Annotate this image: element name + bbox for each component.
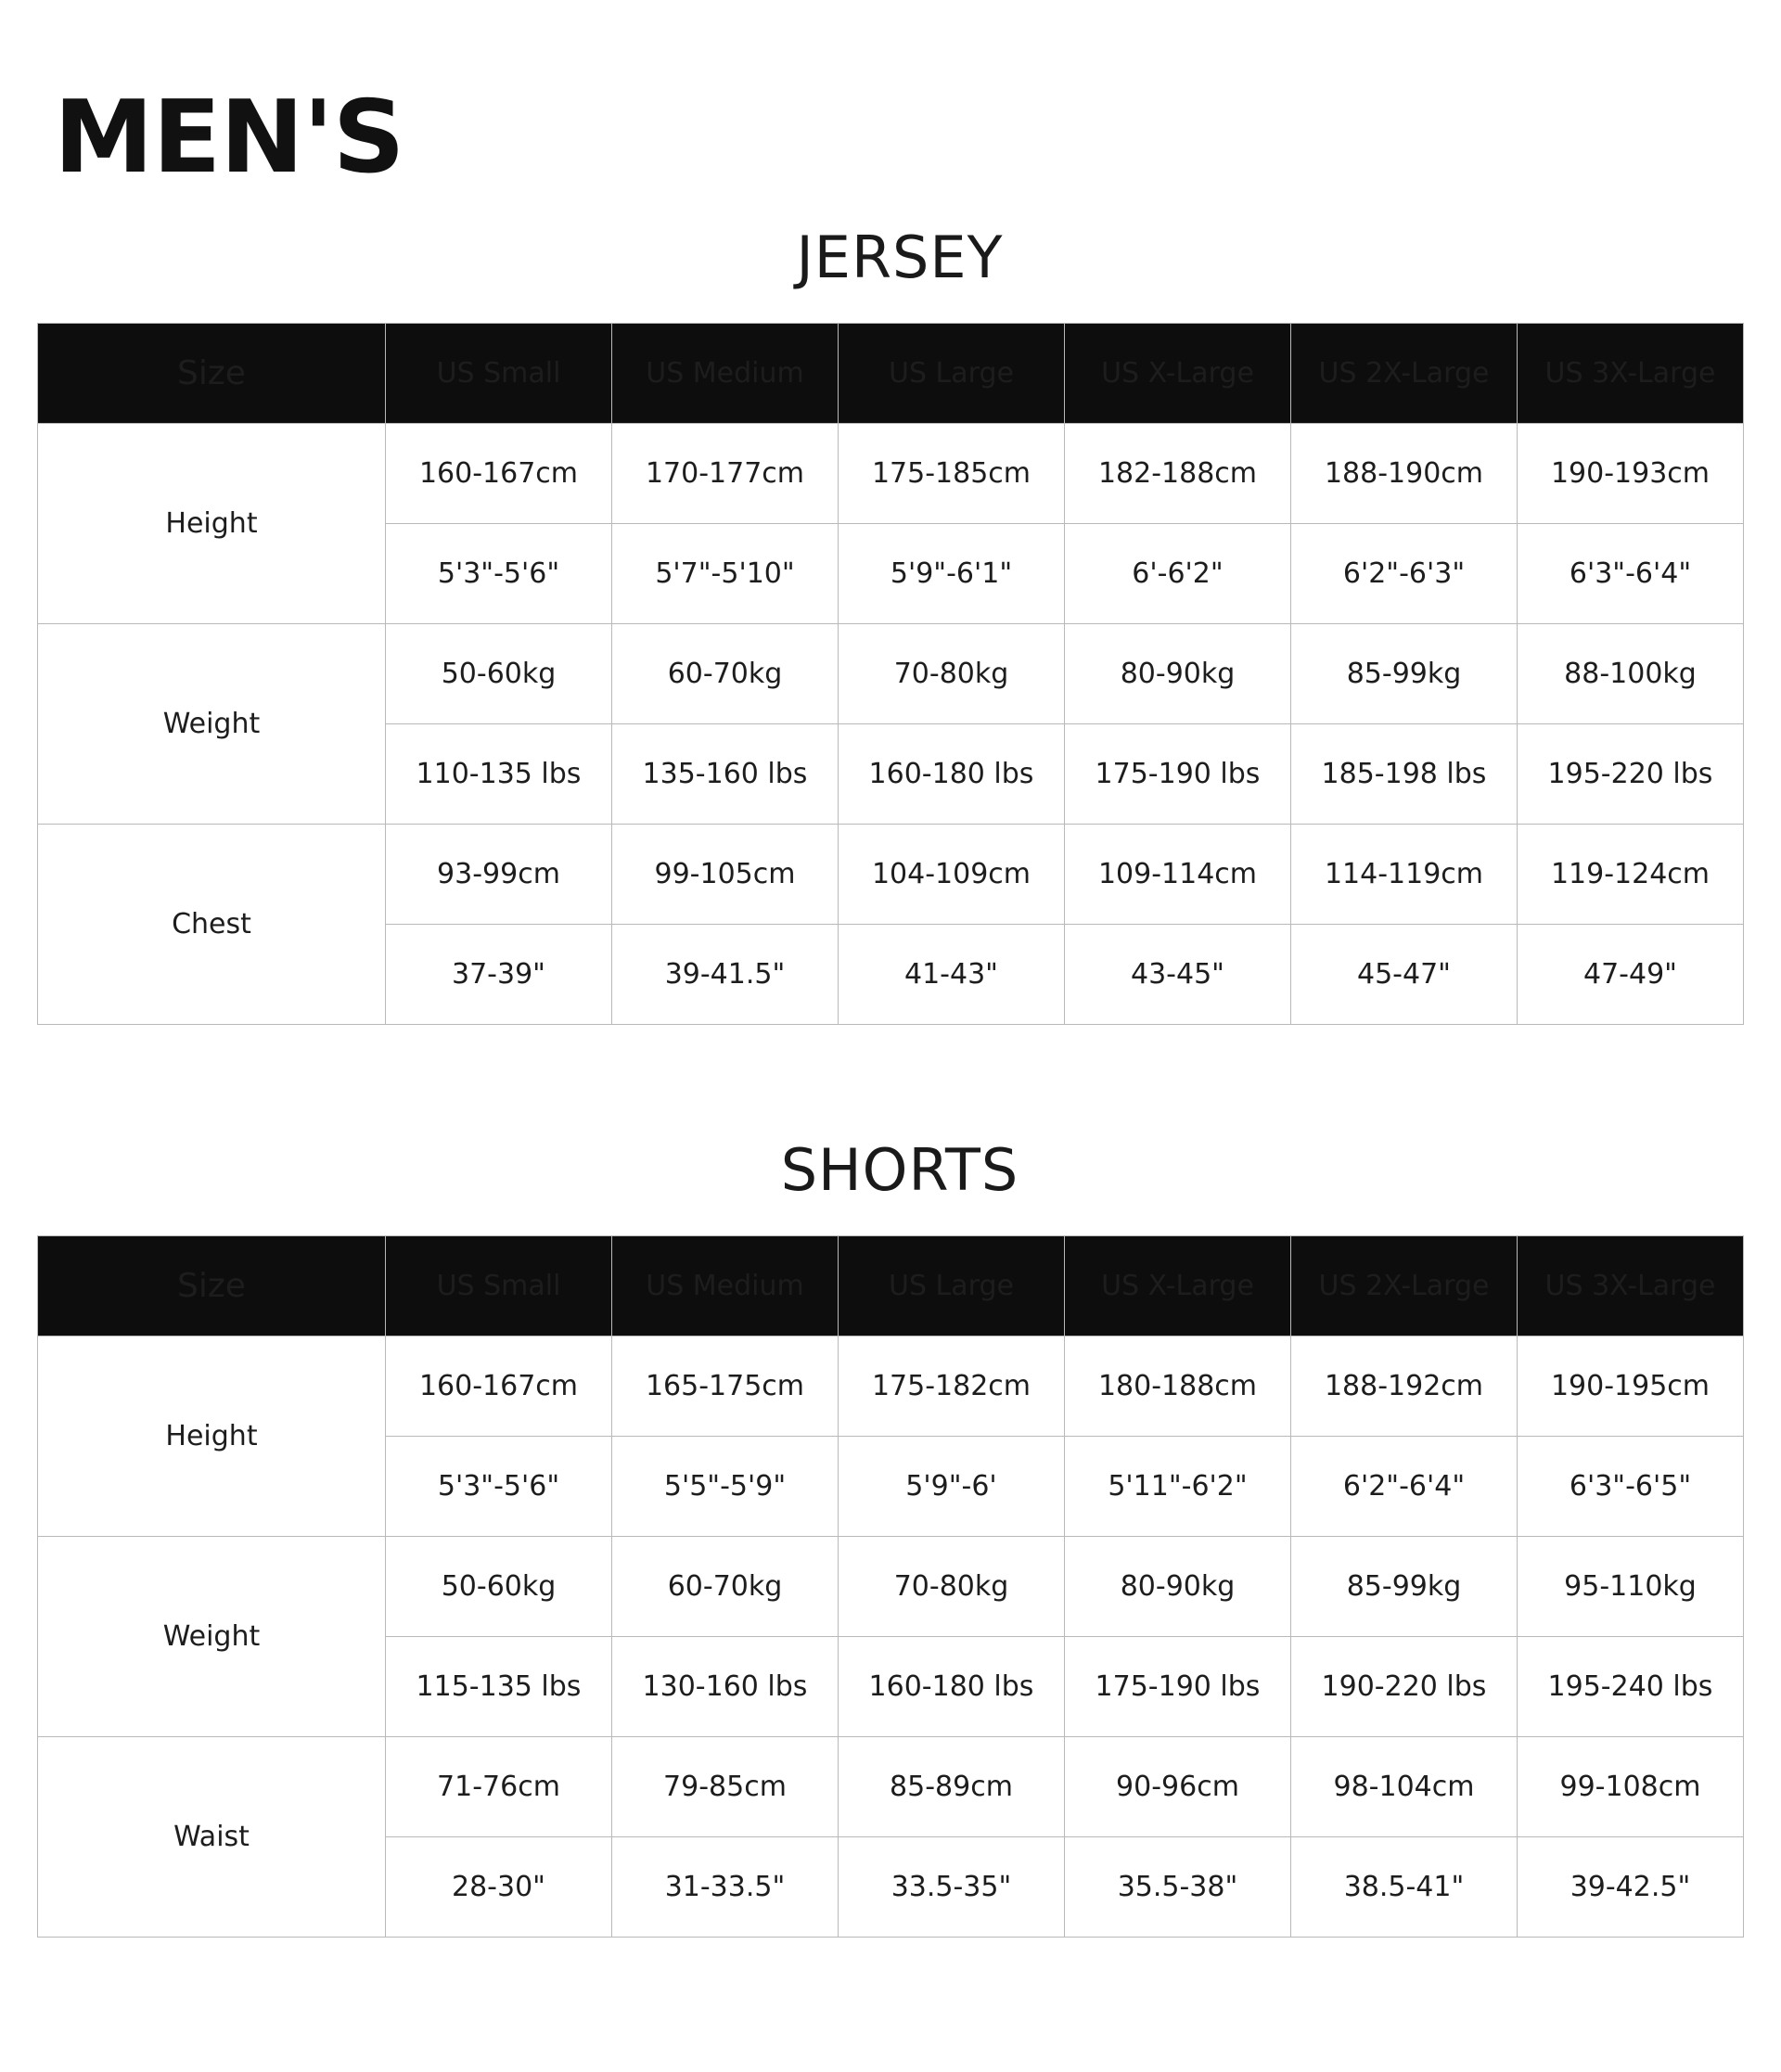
table-row [38,1737,1744,1837]
column-header-us-small: US Small [386,324,612,424]
cell: 175-185cm [839,424,1065,524]
cell: 104-109cm [839,825,1065,925]
cell: 60-70kg [612,1537,839,1637]
table-header-row [38,324,1744,424]
table-body-jersey [38,424,1744,1025]
table-header-jersey [38,324,1744,424]
row-label-chest: Chest [38,825,386,1025]
cell: 188-190cm [1291,424,1518,524]
cell: 5'9"-6' [839,1437,1065,1537]
cell: 175-182cm [839,1337,1065,1437]
row-label-waist: Waist [38,1737,386,1938]
cell: 114-119cm [1291,825,1518,925]
cell: 165-175cm [612,1337,839,1437]
cell: 99-108cm [1518,1737,1744,1837]
column-header-us-2xlarge: US 2X-Large [1291,1236,1518,1337]
cell: 170-177cm [612,424,839,524]
column-header-us-medium: US Medium [612,1236,839,1337]
cell: 80-90kg [1065,624,1291,724]
cell: 45-47" [1291,925,1518,1025]
cell: 95-110kg [1518,1537,1744,1637]
row-label-height: Height [38,424,386,624]
cell: 160-167cm [386,424,612,524]
cell: 47-49" [1518,925,1744,1025]
column-header-us-small: US Small [386,1236,612,1337]
cell: 70-80kg [839,1537,1065,1637]
cell: 85-89cm [839,1737,1065,1837]
cell: 188-192cm [1291,1337,1518,1437]
cell: 110-135 lbs [386,724,612,825]
cell: 85-99kg [1291,1537,1518,1637]
table-header-row [38,1236,1744,1337]
cell: 160-180 lbs [839,1637,1065,1737]
section-shorts [28,1136,1753,1938]
column-header-us-xlarge: US X-Large [1065,324,1291,424]
table-body-shorts [38,1337,1744,1938]
table-row [38,1337,1744,1437]
column-header-size: Size [38,324,386,424]
cell: 5'7"-5'10" [612,524,839,624]
table-row [38,624,1744,724]
cell: 185-198 lbs [1291,724,1518,825]
cell: 190-220 lbs [1291,1637,1518,1737]
section-title-shorts: SHORTS [780,1136,1019,1204]
cell: 71-76cm [386,1737,612,1837]
cell: 6'2"-6'3" [1291,524,1518,624]
section-title-jersey: JERSEY [796,224,1004,291]
cell: 41-43" [839,925,1065,1025]
cell: 39-41.5" [612,925,839,1025]
cell: 99-105cm [612,825,839,925]
cell: 130-160 lbs [612,1637,839,1737]
cell: 50-60kg [386,624,612,724]
cell: 6'3"-6'5" [1518,1437,1744,1537]
table-row [38,1537,1744,1637]
cell: 70-80kg [839,624,1065,724]
cell: 5'3"-5'6" [386,524,612,624]
cell: 31-33.5" [612,1837,839,1938]
column-header-us-2xlarge: US 2X-Large [1291,324,1518,424]
cell: 160-180 lbs [839,724,1065,825]
cell: 88-100kg [1518,624,1744,724]
cell: 190-195cm [1518,1337,1744,1437]
cell: 85-99kg [1291,624,1518,724]
cell: 5'5"-5'9" [612,1437,839,1537]
cell: 182-188cm [1065,424,1291,524]
cell: 39-42.5" [1518,1837,1744,1938]
cell: 37-39" [386,925,612,1025]
cell: 60-70kg [612,624,839,724]
cell: 50-60kg [386,1537,612,1637]
cell: 180-188cm [1065,1337,1291,1437]
cell: 115-135 lbs [386,1637,612,1737]
size-table-shorts [37,1235,1744,1938]
column-header-us-3xlarge: US 3X-Large [1518,1236,1744,1337]
cell: 79-85cm [612,1737,839,1837]
cell: 6'3"-6'4" [1518,524,1744,624]
cell: 175-190 lbs [1065,724,1291,825]
cell: 98-104cm [1291,1737,1518,1837]
cell: 6'-6'2" [1065,524,1291,624]
cell: 35.5-38" [1065,1837,1291,1938]
table-row [38,424,1744,524]
cell: 38.5-41" [1291,1837,1518,1938]
size-table-jersey [37,323,1744,1025]
table-header-shorts [38,1236,1744,1337]
row-label-height: Height [38,1337,386,1537]
cell: 80-90kg [1065,1537,1291,1637]
cell: 175-190 lbs [1065,1637,1291,1737]
column-header-us-3xlarge: US 3X-Large [1518,324,1744,424]
cell: 6'2"-6'4" [1291,1437,1518,1537]
cell: 195-240 lbs [1518,1637,1744,1737]
cell: 33.5-35" [839,1837,1065,1938]
column-header-us-large: US Large [839,324,1065,424]
cell: 28-30" [386,1837,612,1938]
cell: 119-124cm [1518,825,1744,925]
cell: 5'3"-5'6" [386,1437,612,1537]
section-jersey [28,224,1753,1025]
column-header-size: Size [38,1236,386,1337]
column-header-us-medium: US Medium [612,324,839,424]
column-header-us-xlarge: US X-Large [1065,1236,1291,1337]
cell: 43-45" [1065,925,1291,1025]
row-label-weight: Weight [38,624,386,825]
cell: 190-193cm [1518,424,1744,524]
row-label-weight: Weight [38,1537,386,1737]
cell: 135-160 lbs [612,724,839,825]
cell: 5'9"-6'1" [839,524,1065,624]
cell: 195-220 lbs [1518,724,1744,825]
column-header-us-large: US Large [839,1236,1065,1337]
cell: 93-99cm [386,825,612,925]
cell: 160-167cm [386,1337,612,1437]
cell: 90-96cm [1065,1737,1291,1837]
table-row [38,825,1744,925]
cell: 109-114cm [1065,825,1291,925]
page-title: MEN'S [54,80,404,196]
cell: 5'11"-6'2" [1065,1437,1291,1537]
